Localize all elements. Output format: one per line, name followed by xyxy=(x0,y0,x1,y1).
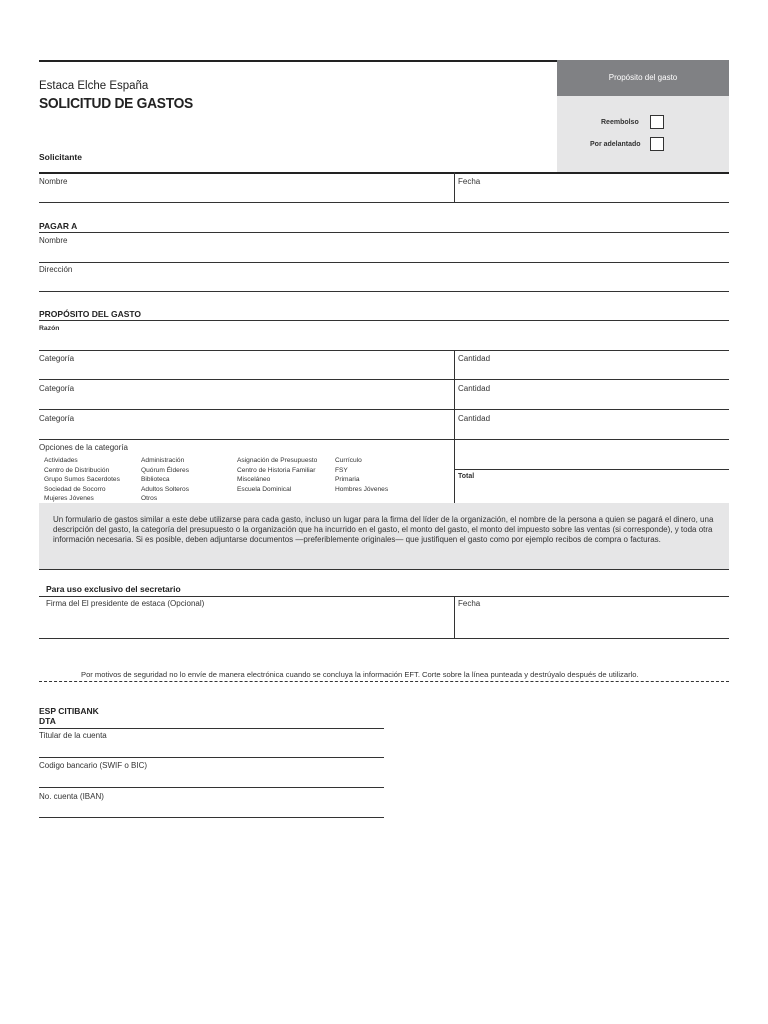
titular-field[interactable] xyxy=(39,741,384,757)
applicant-name-field[interactable] xyxy=(39,186,453,202)
categoria-rule-2 xyxy=(39,409,729,410)
option-curriculo: Currículo xyxy=(335,457,362,464)
cuenta-label: No. cuenta (IBAN) xyxy=(39,792,104,801)
cantidad-field-1[interactable] xyxy=(456,364,728,379)
secretario-divider xyxy=(454,596,455,639)
option-actividades: Actividades xyxy=(44,457,78,464)
codigo-rule xyxy=(39,787,384,788)
option-quorum-elderes: Quórum Élderes xyxy=(141,466,190,474)
pagar-a-name-label: Nombre xyxy=(39,236,68,245)
razon-field[interactable] xyxy=(39,334,729,350)
titular-label: Titular de la cuenta xyxy=(39,731,107,740)
categoria-label-3: Categoría xyxy=(39,414,75,423)
pagar-a-name-field[interactable] xyxy=(39,245,729,261)
option-hombres-jovenes: Hombres Jóvenes xyxy=(335,485,389,493)
opciones-label: Opciones de la categoría xyxy=(39,443,128,452)
option-fsy: FSY xyxy=(335,466,348,474)
top-rule xyxy=(39,60,557,62)
org-name: Estaca Elche España xyxy=(39,80,149,92)
bank-rule xyxy=(39,728,384,729)
pagar-a-address-field[interactable] xyxy=(39,275,729,291)
cuenta-field[interactable] xyxy=(39,802,384,817)
total-label: Total xyxy=(458,473,475,480)
cut-line xyxy=(39,681,729,682)
opciones-col-3 xyxy=(237,456,317,494)
categoria-label-1: Categoría xyxy=(39,354,75,363)
page-title: SOLICITUD DE GASTOS xyxy=(39,95,193,112)
option-adultos-solteros: Adultos Solteros xyxy=(141,485,190,493)
notice-text: Un formulario de gastos similar a este debe utilizarse para cada gasto, incluso un lugar para la firma del líder de la organización, el nombre de la persona a quien se pagará el dinero, una descripción del gasto, la categoría del presupuesto o la organización que ha incurrido en el gasto, el monto del gasto, el monto del impuesto sobre las ventas (si corresponde), y toda otra información necesaria. Si es posible, deben adjuntarse documentos —preferiblemente originales— que justifiquen el gasto como por ejemplo recibos de compra o facturas. xyxy=(53,515,714,544)
option-escuela-dominical: Escuela Dominical xyxy=(237,485,292,493)
reembolso-label: Reembolso xyxy=(601,119,639,126)
opciones-col-4 xyxy=(335,456,388,494)
secretario-rule xyxy=(39,596,729,597)
adelantado-label: Por adelantado xyxy=(590,141,641,148)
option-administracion: Administración xyxy=(141,457,185,464)
purpose-box-title: Propósito del gasto xyxy=(608,73,678,82)
secretario-fecha-label: Fecha xyxy=(458,599,481,608)
applicant-bottom-rule xyxy=(39,202,729,203)
codigo-label: Codigo bancario (SWIF o BIC) xyxy=(39,761,148,770)
notice-rule xyxy=(39,569,729,570)
cantidad-field-2[interactable] xyxy=(456,393,728,408)
option-mujeres-jovenes: Mujeres Jóvenes xyxy=(44,495,94,503)
option-miscelaneo: Misceláneo xyxy=(237,476,271,484)
categoria-rule-1 xyxy=(39,379,729,380)
pagar-a-name-rule xyxy=(39,262,729,263)
cantidad-label-1: Cantidad xyxy=(458,354,491,363)
applicant-name-label: Nombre xyxy=(39,177,68,186)
cuenta-rule xyxy=(39,817,384,818)
categoria-field-3[interactable] xyxy=(39,423,453,438)
option-historia-familiar: Centro de Historia Familiar xyxy=(237,466,316,474)
total-field[interactable] xyxy=(456,482,728,502)
firma-label: Firma del El presidente de estaca (Opcional) xyxy=(46,599,205,608)
bank-title-1: ESP CITIBANK xyxy=(39,706,99,716)
pagar-a-title: PAGAR A xyxy=(39,221,78,231)
cantidad-field-3[interactable] xyxy=(456,423,728,438)
secretario-fecha-field[interactable] xyxy=(456,610,728,638)
firma-field[interactable] xyxy=(39,610,453,638)
applicant-date-label: Fecha xyxy=(458,177,481,186)
option-primaria: Primaria xyxy=(335,476,360,484)
cantidad-label-3: Cantidad xyxy=(458,414,491,423)
adelantado-checkbox[interactable] xyxy=(650,137,664,151)
purpose-box xyxy=(557,60,729,172)
solicitante-label: Solicitante xyxy=(39,152,82,162)
secretario-bottom-rule xyxy=(39,638,729,639)
categoria-field-1[interactable] xyxy=(39,364,453,379)
pagar-a-address-label: Dirección xyxy=(39,265,73,274)
bank-title-2: DTA xyxy=(39,716,56,726)
cantidad-divider xyxy=(454,350,455,503)
codigo-field[interactable] xyxy=(39,771,384,787)
security-note: Por motivos de seguridad no lo envíe de manera electrónica cuando se concluya la información EFT. Corte sobre la línea punteada y destrúyalo después de utilizarlo. xyxy=(81,670,639,679)
pagar-a-rule xyxy=(39,232,729,233)
applicant-date-field[interactable] xyxy=(456,186,728,202)
opciones-col-2 xyxy=(141,456,189,504)
option-otros: Otros xyxy=(141,495,158,503)
option-centro-distribucion: Centro de Distribución xyxy=(44,466,110,474)
categoria-label-2: Categoría xyxy=(39,384,75,393)
option-sociedad-socorro: Sociedad de Socorro xyxy=(44,485,106,493)
pagar-a-address-rule xyxy=(39,291,729,292)
opciones-col-1 xyxy=(44,456,120,504)
categoria-rule-3 xyxy=(39,439,729,440)
categoria-field-2[interactable] xyxy=(39,393,453,408)
razon-rule xyxy=(39,350,729,351)
option-biblioteca: Biblioteca xyxy=(141,476,170,484)
total-rule xyxy=(454,469,729,470)
option-asignacion: Asignación de Presupuesto xyxy=(237,457,318,464)
applicant-rule xyxy=(39,172,729,174)
secretario-title: Para uso exclusivo del secretario xyxy=(46,584,181,594)
purpose-box-header xyxy=(557,60,729,96)
razon-label: Razón xyxy=(39,325,60,332)
proposito-title: PROPÓSITO DEL GASTO xyxy=(39,309,142,319)
reembolso-checkbox[interactable] xyxy=(650,115,664,129)
titular-rule xyxy=(39,757,384,758)
option-grupo-sumos: Grupo Sumos Sacerdotes xyxy=(44,476,120,484)
notice-box xyxy=(39,503,729,569)
proposito-rule xyxy=(39,320,729,321)
applicant-divider xyxy=(454,172,455,203)
cantidad-label-2: Cantidad xyxy=(458,384,491,393)
